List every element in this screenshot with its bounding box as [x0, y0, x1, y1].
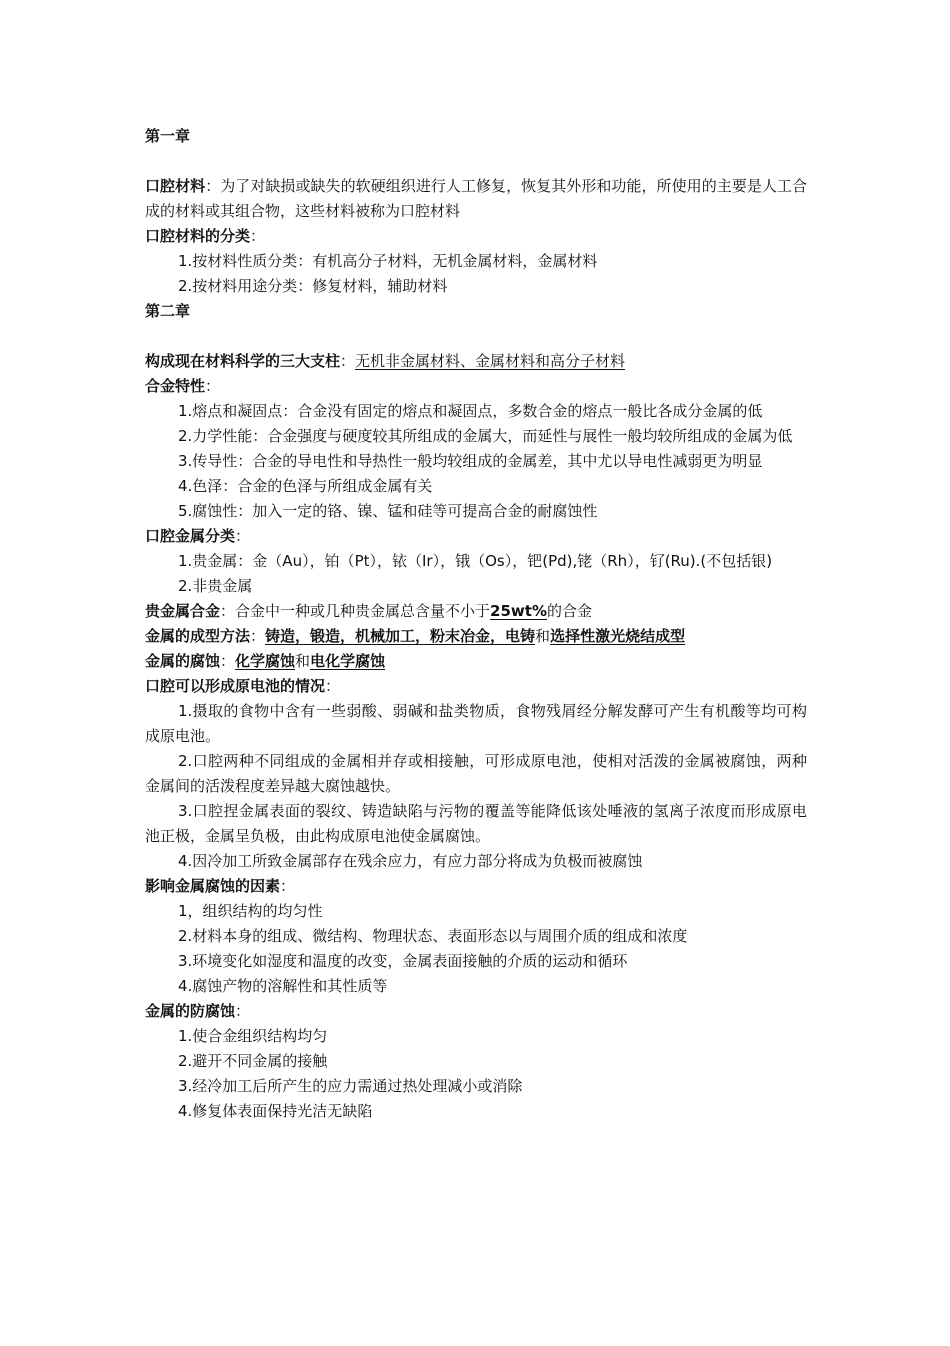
three-pillars: 构成现在材料科学的三大支柱：无机非金属材料、金属材料和高分子材料	[145, 352, 626, 370]
document-page	[145, 124, 807, 1124]
definition-dental-materials: 口腔材料：为了对缺损或缺失的软硬组织进行人工修复，恢复其外形和功能，所使用的主要是人工合成的材料或其组合物，这些材料被称为口腔材料	[145, 177, 807, 220]
chapter-2-heading: 第二章	[145, 302, 191, 320]
list-item: 4.色泽：合金的色泽与所组成金属有关	[178, 477, 433, 495]
blank-line	[145, 149, 807, 174]
underlined-answer: 无机非金属材料、金属材料和高分子材料	[355, 352, 626, 370]
metal-classification-heading: 口腔金属分类：	[145, 527, 251, 545]
list-item: 1.按材料性质分类：有机高分子材料，无机金属材料，金属材料	[178, 252, 598, 270]
underlined-answer: 选择性激光烧结成型	[550, 627, 686, 645]
term: 口腔材料	[145, 177, 206, 195]
list-item: 2.非贵金属	[178, 577, 253, 595]
underlined-answer: 25wt%	[490, 602, 547, 620]
corrosion-prevention-heading: 金属的防腐蚀：	[145, 1002, 251, 1020]
list-item: 4.因冷加工所致金属部存在残余应力，有应力部分将成为负极而被腐蚀	[178, 852, 643, 870]
list-item: 3.经冷加工后所产生的应力需通过热处理减小或消除	[178, 1077, 523, 1095]
metal-corrosion: 金属的腐蚀：化学腐蚀和电化学腐蚀	[145, 652, 386, 670]
list-item: 3.传导性：合金的导电性和导热性一般均较组成的金属差，其中尤以导电性减弱更为明显	[178, 452, 763, 470]
underlined-answer: 化学腐蚀	[235, 652, 296, 670]
alloy-properties-heading: 合金特性：	[145, 377, 221, 395]
list-item: 1，组织结构的均匀性	[178, 902, 323, 920]
list-item: 2.力学性能：合金强度与硬度较其所组成的金属大，而延性与展性一般均较所组成的金属为低	[178, 427, 793, 445]
underlined-answer: 铸造，锻造，机械加工，粉末冶金，电铸	[265, 627, 536, 645]
list-item: 1.摄取的食物中含有一些弱酸、弱碱和盐类物质，食物残屑经分解发酵可产生有机酸等均可构成原电池。	[145, 702, 807, 745]
list-item: 1.使合金组织结构均匀	[178, 1027, 328, 1045]
blank-line	[145, 324, 807, 349]
forming-methods: 金属的成型方法：铸造，锻造，机械加工，粉末冶金，电铸和选择性激光烧结成型	[145, 627, 686, 645]
list-item: 2.口腔两种不同组成的金属相并存或相接触，可形成原电池，使相对活泼的金属被腐蚀，两种金属间的活泼程度差异越大腐蚀越快。	[145, 752, 807, 795]
list-item: 5.腐蚀性：加入一定的铬、镍、锰和硅等可提高合金的耐腐蚀性	[178, 502, 598, 520]
list-item: 2.避开不同金属的接触	[178, 1052, 328, 1070]
underlined-answer: 电化学腐蚀	[310, 652, 386, 670]
list-item: 2.按材料用途分类：修复材料，辅助材料	[178, 277, 448, 295]
corrosion-factors-heading: 影响金属腐蚀的因素：	[145, 877, 296, 895]
list-item: 1.熔点和凝固点：合金没有固定的熔点和凝固点，多数合金的熔点一般比各成分金属的低	[178, 402, 763, 420]
list-item: 3.口腔捏金属表面的裂纹、铸造缺陷与污物的覆盖等能降低该处唾液的氢离子浓度而形成原电池正极，金属呈负极，由此构成原电池使金属腐蚀。	[145, 802, 807, 845]
list-item: 1.贵金属：金（Au），铂（Pt），铱（Ir），锇（Os），钯(Pd),铑（Rh），钌(Ru).(不包括银)	[178, 552, 773, 570]
definition-text: 为了对缺损或缺失的软硬组织进行人工修复，恢复其外形和功能，所使用的主要是人工合成的材料或其组合物，这些材料被称为口腔材料	[145, 177, 807, 220]
list-item: 2.材料本身的组成、微结构、物理状态、表面形态以与周围介质的组成和浓度	[178, 927, 688, 945]
classification-heading: 口腔材料的分类：	[145, 227, 266, 245]
noble-alloy: 贵金属合金：合金中一种或几种贵金属总含量不小于25wt%的合金	[145, 602, 592, 620]
list-item: 3.环境变化如湿度和温度的改变，金属表面接触的介质的运动和循环	[178, 952, 628, 970]
chapter-1-heading: 第一章	[145, 127, 191, 145]
list-item: 4.腐蚀产物的溶解性和其性质等	[178, 977, 388, 995]
list-item: 4.修复体表面保持光洁无缺陷	[178, 1102, 373, 1120]
galvanic-cell-heading: 口腔可以形成原电池的情况：	[145, 677, 341, 695]
